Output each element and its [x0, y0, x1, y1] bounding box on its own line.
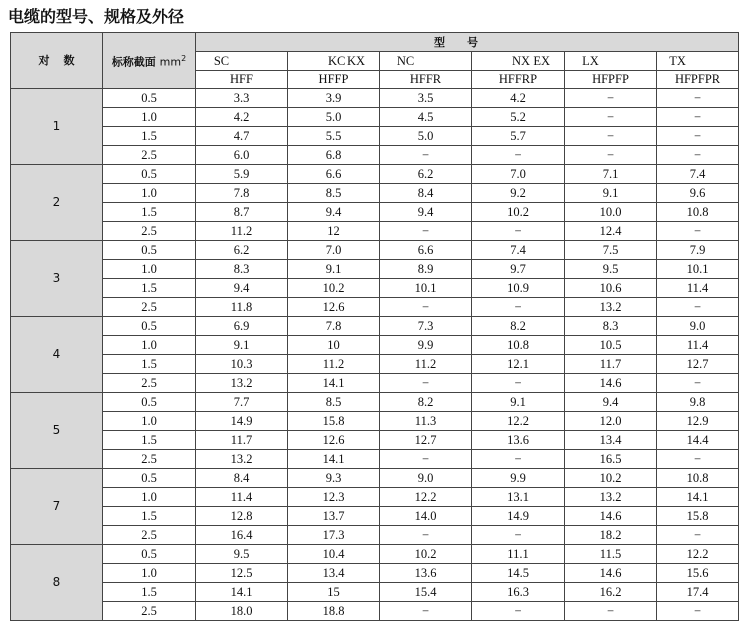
diameter-cell: 9.5	[565, 260, 657, 279]
diameter-cell: 10.2	[380, 545, 472, 564]
section-cell: 2.5	[103, 450, 196, 469]
diameter-cell: 5.0	[288, 108, 380, 127]
diameter-cell: 8.3	[565, 317, 657, 336]
diameter-cell: 6.2	[380, 165, 472, 184]
diameter-cell: 8.5	[288, 393, 380, 412]
diameter-cell: −	[657, 298, 739, 317]
section-cell: 1.0	[103, 108, 196, 127]
section-cell: 1.0	[103, 488, 196, 507]
diameter-cell: 14.9	[196, 412, 288, 431]
diameter-cell: 12.6	[288, 298, 380, 317]
diameter-cell: 13.4	[565, 431, 657, 450]
pairs-cell: 4	[11, 317, 103, 393]
diameter-cell: 12.2	[657, 545, 739, 564]
table-row	[11, 583, 739, 602]
section-cell: 0.5	[103, 317, 196, 336]
section-cell: 1.5	[103, 279, 196, 298]
table-row	[11, 89, 739, 108]
pairs-cell: 5	[11, 393, 103, 469]
diameter-cell: 14.4	[657, 431, 739, 450]
diameter-cell: 7.7	[196, 393, 288, 412]
diameter-cell: 12.8	[196, 507, 288, 526]
section-cell: 2.5	[103, 222, 196, 241]
table-row	[11, 203, 739, 222]
diameter-cell: 18.0	[196, 602, 288, 621]
table-row	[11, 298, 739, 317]
diameter-cell: 8.5	[288, 184, 380, 203]
diameter-cell: −	[657, 108, 739, 127]
pairs-header: 对数	[11, 33, 103, 89]
diameter-cell: 7.4	[472, 241, 565, 260]
diameter-cell: 6.6	[380, 241, 472, 260]
diameter-cell: 11.2	[196, 222, 288, 241]
section-cell: 1.0	[103, 564, 196, 583]
diameter-cell: 12.1	[472, 355, 565, 374]
diameter-cell: 14.1	[288, 374, 380, 393]
diameter-cell: 9.6	[657, 184, 739, 203]
diameter-cell: 10.1	[657, 260, 739, 279]
diameter-cell: 17.3	[288, 526, 380, 545]
diameter-cell: 17.4	[657, 583, 739, 602]
diameter-cell: −	[472, 602, 565, 621]
diameter-cell: 13.2	[196, 450, 288, 469]
diameter-cell: 9.3	[288, 469, 380, 488]
diameter-cell: 6.9	[196, 317, 288, 336]
diameter-cell: −	[657, 222, 739, 241]
diameter-cell: 5.2	[472, 108, 565, 127]
table-row	[11, 241, 739, 260]
model-code-cell: HFPFP	[565, 71, 657, 89]
table-header	[11, 33, 739, 89]
diameter-cell: 7.0	[472, 165, 565, 184]
model-series-label: TX	[669, 53, 686, 68]
table-row	[11, 450, 739, 469]
diameter-cell: 12.7	[657, 355, 739, 374]
table-row	[11, 222, 739, 241]
diameter-cell: 10.2	[288, 279, 380, 298]
diameter-cell: 12	[288, 222, 380, 241]
diameter-cell: 8.3	[196, 260, 288, 279]
table-row	[11, 146, 739, 165]
section-cell: 0.5	[103, 165, 196, 184]
pairs-cell: 3	[11, 241, 103, 317]
diameter-cell: 12.3	[288, 488, 380, 507]
diameter-cell: 9.8	[657, 393, 739, 412]
pairs-cell: 7	[11, 469, 103, 545]
diameter-cell: 12.7	[380, 431, 472, 450]
diameter-cell: 14.0	[380, 507, 472, 526]
diameter-cell: −	[565, 602, 657, 621]
table-row	[11, 526, 739, 545]
diameter-cell: 13.1	[472, 488, 565, 507]
diameter-cell: −	[472, 146, 565, 165]
table-row	[11, 108, 739, 127]
model-code-cell: HFFRP	[472, 71, 565, 89]
diameter-cell: −	[472, 526, 565, 545]
diameter-cell: 11.3	[380, 412, 472, 431]
section-cell: 2.5	[103, 526, 196, 545]
section-cell: 2.5	[103, 602, 196, 621]
diameter-cell: 7.5	[565, 241, 657, 260]
section-cell: 1.5	[103, 583, 196, 602]
diameter-cell: 7.0	[288, 241, 380, 260]
diameter-cell: 13.6	[380, 564, 472, 583]
section-cell: 1.5	[103, 431, 196, 450]
diameter-cell: 10.9	[472, 279, 565, 298]
section-cell: 0.5	[103, 89, 196, 108]
model-series-label: SC	[213, 53, 230, 68]
table-row	[11, 602, 739, 621]
diameter-cell: 8.7	[196, 203, 288, 222]
diameter-cell: 14.6	[565, 507, 657, 526]
diameter-cell: 9.1	[196, 336, 288, 355]
diameter-cell: 15.8	[657, 507, 739, 526]
diameter-cell: 11.4	[196, 488, 288, 507]
diameter-cell: 7.8	[196, 184, 288, 203]
diameter-cell: 16.3	[472, 583, 565, 602]
diameter-cell: 6.0	[196, 146, 288, 165]
diameter-cell: 14.6	[565, 374, 657, 393]
section-cell: 1.0	[103, 336, 196, 355]
diameter-cell: −	[380, 526, 472, 545]
diameter-cell: 6.8	[288, 146, 380, 165]
section-cell: 2.5	[103, 146, 196, 165]
diameter-cell: 5.7	[472, 127, 565, 146]
section-cell: 0.5	[103, 393, 196, 412]
table-row	[11, 431, 739, 450]
diameter-cell: −	[380, 298, 472, 317]
diameter-cell: 15.8	[288, 412, 380, 431]
diameter-cell: 9.2	[472, 184, 565, 203]
table-row	[11, 469, 739, 488]
diameter-cell: 12.6	[288, 431, 380, 450]
diameter-cell: 7.8	[288, 317, 380, 336]
diameter-cell: 10.6	[565, 279, 657, 298]
diameter-cell: −	[565, 146, 657, 165]
model-series-label: NC	[396, 53, 415, 68]
diameter-cell: 14.1	[657, 488, 739, 507]
diameter-cell: 14.6	[565, 564, 657, 583]
diameter-cell: 10.1	[380, 279, 472, 298]
section-cell: 1.5	[103, 507, 196, 526]
table-row	[11, 564, 739, 583]
diameter-cell: 13.7	[288, 507, 380, 526]
diameter-cell: −	[657, 526, 739, 545]
diameter-cell: 16.4	[196, 526, 288, 545]
model-series-cell	[288, 52, 380, 71]
model-series-cell	[380, 52, 472, 71]
diameter-cell: 9.4	[196, 279, 288, 298]
table-row	[11, 165, 739, 184]
diameter-cell: 16.2	[565, 583, 657, 602]
model-code-cell: HFF	[196, 71, 288, 89]
diameter-cell: 11.7	[565, 355, 657, 374]
diameter-cell: 18.2	[565, 526, 657, 545]
section-cell: 1.5	[103, 203, 196, 222]
diameter-cell: 18.8	[288, 602, 380, 621]
diameter-cell: −	[380, 450, 472, 469]
diameter-cell: −	[565, 89, 657, 108]
section-cell: 1.5	[103, 355, 196, 374]
model-series-cell	[196, 52, 288, 71]
diameter-cell: 5.9	[196, 165, 288, 184]
model-code-cell: HFFP	[288, 71, 380, 89]
diameter-cell: 8.4	[196, 469, 288, 488]
pairs-cell: 1	[11, 89, 103, 165]
diameter-cell: 9.1	[288, 260, 380, 279]
diameter-cell: 8.2	[472, 317, 565, 336]
diameter-cell: 6.2	[196, 241, 288, 260]
diameter-cell: −	[565, 108, 657, 127]
diameter-cell: 9.5	[196, 545, 288, 564]
diameter-cell: 11.4	[657, 279, 739, 298]
diameter-cell: 9.4	[288, 203, 380, 222]
diameter-cell: 8.9	[380, 260, 472, 279]
diameter-cell: 14.1	[288, 450, 380, 469]
diameter-cell: 9.4	[380, 203, 472, 222]
diameter-cell: 7.1	[565, 165, 657, 184]
section-cell: 0.5	[103, 545, 196, 564]
diameter-cell: 12.9	[657, 412, 739, 431]
diameter-cell: 9.4	[565, 393, 657, 412]
model-series-cell	[657, 52, 739, 71]
diameter-cell: 12.4	[565, 222, 657, 241]
diameter-cell: 13.2	[565, 488, 657, 507]
diameter-cell: 5.5	[288, 127, 380, 146]
table-row	[11, 374, 739, 393]
diameter-cell: −	[472, 222, 565, 241]
diameter-cell: 16.5	[565, 450, 657, 469]
diameter-cell: 4.2	[472, 89, 565, 108]
diameter-cell: −	[380, 374, 472, 393]
diameter-cell: 12.2	[472, 412, 565, 431]
diameter-cell: 7.3	[380, 317, 472, 336]
diameter-cell: 10.4	[288, 545, 380, 564]
table-row	[11, 317, 739, 336]
diameter-cell: 10.2	[472, 203, 565, 222]
cable-spec-table	[10, 32, 739, 621]
diameter-cell: 9.1	[565, 184, 657, 203]
diameter-cell: 10.8	[472, 336, 565, 355]
table-row	[11, 545, 739, 564]
diameter-cell: 12.0	[565, 412, 657, 431]
model-series-label: LX	[582, 53, 599, 68]
diameter-cell: 9.1	[472, 393, 565, 412]
diameter-cell: −	[472, 298, 565, 317]
diameter-cell: 6.6	[288, 165, 380, 184]
diameter-cell: 11.1	[472, 545, 565, 564]
diameter-cell: 10.8	[657, 203, 739, 222]
diameter-cell: −	[380, 602, 472, 621]
diameter-cell: −	[657, 602, 739, 621]
diameter-cell: 12.2	[380, 488, 472, 507]
diameter-cell: 13.4	[288, 564, 380, 583]
table-row	[11, 184, 739, 203]
diameter-cell: 11.7	[196, 431, 288, 450]
diameter-cell: −	[657, 374, 739, 393]
diameter-cell: 11.5	[565, 545, 657, 564]
diameter-cell: 10.3	[196, 355, 288, 374]
section-cell: 1.0	[103, 260, 196, 279]
model-header: 型号	[196, 33, 739, 52]
table-row	[11, 507, 739, 526]
diameter-cell: 11.2	[288, 355, 380, 374]
diameter-cell: 7.9	[657, 241, 739, 260]
model-series-label: KC	[328, 53, 346, 68]
diameter-cell: 3.3	[196, 89, 288, 108]
diameter-cell: 10.5	[565, 336, 657, 355]
diameter-cell: −	[472, 374, 565, 393]
diameter-cell: 10.8	[657, 469, 739, 488]
page-title: 电缆的型号、规格及外径	[8, 7, 185, 26]
diameter-cell: 11.2	[380, 355, 472, 374]
diameter-cell: 12.5	[196, 564, 288, 583]
diameter-cell: −	[380, 222, 472, 241]
table-row	[11, 127, 739, 146]
diameter-cell: 9.7	[472, 260, 565, 279]
diameter-cell: 5.0	[380, 127, 472, 146]
table-body	[11, 89, 739, 621]
pairs-cell: 8	[11, 545, 103, 621]
diameter-cell: −	[657, 450, 739, 469]
diameter-cell: 7.4	[657, 165, 739, 184]
table-row	[11, 260, 739, 279]
diameter-cell: 14.1	[196, 583, 288, 602]
diameter-cell: 10.2	[565, 469, 657, 488]
diameter-cell: 14.5	[472, 564, 565, 583]
diameter-cell: −	[657, 146, 739, 165]
table-row	[11, 412, 739, 431]
diameter-cell: 15.6	[657, 564, 739, 583]
table-row	[11, 336, 739, 355]
diameter-cell: 4.7	[196, 127, 288, 146]
diameter-cell: 15.4	[380, 583, 472, 602]
diameter-cell: 9.9	[380, 336, 472, 355]
model-code-cell: HFPFPR	[657, 71, 739, 89]
section-cell: 0.5	[103, 469, 196, 488]
diameter-cell: 11.4	[657, 336, 739, 355]
diameter-cell: −	[380, 146, 472, 165]
diameter-cell: 10.0	[565, 203, 657, 222]
diameter-cell: 10	[288, 336, 380, 355]
table-row	[11, 488, 739, 507]
diameter-cell: 14.9	[472, 507, 565, 526]
table-row	[11, 279, 739, 298]
model-series-label: EX	[533, 53, 550, 68]
diameter-cell: 13.2	[196, 374, 288, 393]
model-code-cell: HFFR	[380, 71, 472, 89]
diameter-cell: −	[472, 450, 565, 469]
diameter-cell: 3.9	[288, 89, 380, 108]
diameter-cell: 8.4	[380, 184, 472, 203]
diameter-cell: 9.9	[472, 469, 565, 488]
table-row	[11, 355, 739, 374]
diameter-cell: −	[657, 89, 739, 108]
diameter-cell: 3.5	[380, 89, 472, 108]
model-series-label: NX	[512, 53, 531, 68]
section-cell: 1.0	[103, 184, 196, 203]
diameter-cell: 13.6	[472, 431, 565, 450]
model-series-label: KX	[346, 53, 365, 68]
diameter-cell: −	[657, 127, 739, 146]
section-cell: 2.5	[103, 298, 196, 317]
diameter-cell: 9.0	[657, 317, 739, 336]
section-header: 标称截面 $mm^2$	[103, 33, 196, 89]
diameter-cell: 4.5	[380, 108, 472, 127]
section-cell: 2.5	[103, 374, 196, 393]
model-series-cell	[565, 52, 657, 71]
diameter-cell: 9.0	[380, 469, 472, 488]
section-cell: 0.5	[103, 241, 196, 260]
model-series-cell	[472, 52, 565, 71]
section-cell: 1.5	[103, 127, 196, 146]
diameter-cell: 15	[288, 583, 380, 602]
diameter-cell: 13.2	[565, 298, 657, 317]
table-row	[11, 393, 739, 412]
diameter-cell: 11.8	[196, 298, 288, 317]
section-cell: 1.0	[103, 412, 196, 431]
diameter-cell: −	[565, 127, 657, 146]
diameter-cell: 8.2	[380, 393, 472, 412]
pairs-cell: 2	[11, 165, 103, 241]
diameter-cell: 4.2	[196, 108, 288, 127]
